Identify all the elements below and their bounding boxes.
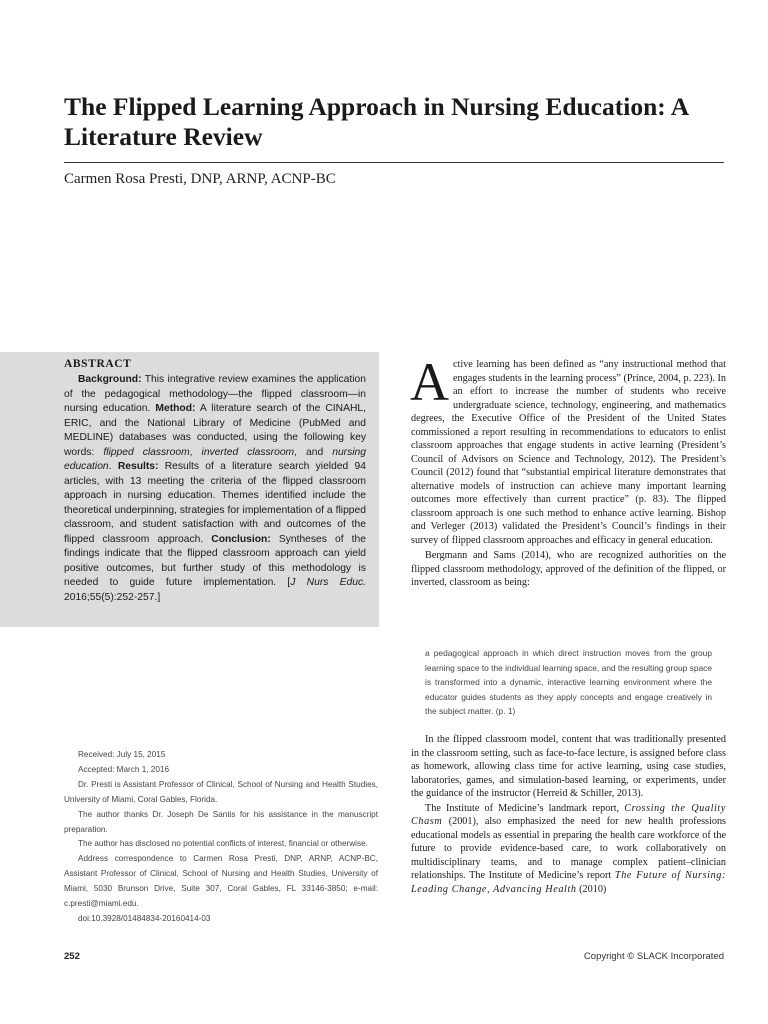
accepted-date: Accepted: March 1, 2016 — [78, 764, 170, 774]
paragraph-3: In the flipped classroom model, content that was traditionally presented in the classroom setting, such as face-to-face lecture, is assigned before class as homework, allowing class time for active learning, using case studies, laboratories, games, and simulation-based learning, or experiments, under the guidance of the instructor (Herreid & Schiller, 2013). — [411, 734, 726, 799]
paragraph-4 — [411, 802, 726, 897]
doi: doi:10.3928/01484834-20160414-03 — [78, 913, 211, 923]
article-notes — [64, 748, 378, 927]
report-title-italic: The Future of Nursing: Leading Change, Advancing Health — [411, 870, 726, 895]
disclosure: The author has disclosed no potential conflicts of interest, financial or otherwise. — [78, 839, 368, 849]
method-label: Method: — [155, 403, 196, 414]
abstract-body — [64, 373, 366, 605]
report-title-italic: Crossing the Quality Chasm — [411, 802, 726, 827]
correspondence: Address correspondence to Carmen Rosa Presti, DNP, ARNP, ACNP-BC, Assistant Professor of Clinical, School of Nursing and Health Studies, University of Miami, 5030 Brunson Drive, Suite 307, Coral Gables, FL 33146-3850; e-mail: c.presti@miami.edu. — [64, 854, 378, 909]
citation-rest: 2016;55(5):252-257.] — [64, 591, 161, 603]
author-line: Carmen Rosa Presti, DNP, ARNP, ACNP-BC — [64, 171, 336, 187]
keyword: nursing education — [64, 446, 366, 472]
conclusion-label: Conclusion: — [211, 533, 271, 545]
keyword-separator: , — [189, 446, 202, 458]
article-title: The Flipped Learning Approach in Nursing Education: A Literature Review — [64, 92, 688, 151]
method-text: A literature search of the CINAHL, ERIC, and the National Library of Medicine (PubMed and MEDLINE) databases was conducted, using the following key words: — [64, 403, 366, 458]
citation-journal: J Nurs Educ. — [290, 577, 366, 588]
keyword: inverted classroom — [201, 446, 295, 458]
paragraph-4-text: The Institute of Medicine’s landmark report, — [425, 802, 625, 814]
received-date: Received: July 15, 2015 — [78, 750, 166, 759]
copyright-notice: Copyright © SLACK Incorporated — [583, 951, 724, 962]
keyword: flipped classroom — [103, 446, 190, 458]
paragraph-4-text: (2010) — [576, 883, 607, 895]
keyword-separator: . — [108, 461, 118, 472]
background-text: This integrative review examines the application of the pedagogical methodology—the flipped classroom—in nursing education. — [64, 374, 366, 414]
keyword-separator: , and — [294, 446, 333, 458]
background-label: Background: — [78, 374, 142, 385]
acknowledgment: The author thanks Dr. Joseph De Santis for his assistance in the manuscript preparation. — [64, 809, 378, 834]
drop-cap: A — [410, 352, 449, 412]
results-text: Results of a literature search yielded 94 articles, with 13 meeting the criteria of the flipped classroom approach in nursing education. Themes identified include the theoretical underpinning, strategies for implementation of a flipped classroom, and student satisfaction with and outcomes of the flipped classroom approach. — [64, 461, 366, 545]
paragraph-1 — [410, 352, 726, 547]
paragraph-4-text: (2001), also emphasized the need for new health professions educational models as essential in preparing the health care workforce of the future to provide evidence-based care, to work collaboratively on multidisciplinary teams, and to manage complex patient–clinician relationships. The Institute of Medicine’s report — [411, 816, 726, 881]
paragraph-2: Bergmann and Sams (2014), who are recognized authorities on the flipped classroom methodology, approved of the definition of the flipped, or inverted, classroom as being: — [411, 550, 726, 588]
abstract-heading: ABSTRACT — [64, 358, 132, 370]
block-quote: a pedagogical approach in which direct instruction moves from the group learning space to the individual learning space, and the resulting group space is transformed into a dynamic, interactive learning environment where the educator guides students as they apply concepts and engage creatively in the subject matter. (p. 1) — [425, 648, 712, 717]
author-affiliation: Dr. Presti is Assistant Professor of Clinical, School of Nursing and Health Studies, University of Miami, Coral Gables, Florida. — [64, 779, 378, 804]
conclusion-text: Syntheses of the findings indicate that the flipped classroom approach can yield positive outcomes, but further study of this methodology is needed to guide future implementation. [ — [64, 533, 366, 588]
body-column-part-2 — [411, 733, 726, 896]
title-rule — [64, 162, 724, 163]
paragraph-1-text: ctive learning has been defined as “any instructional method that engages students in the learning process” (Prince, 2004, p. 223). In an effort to increase the number of students who receive undergraduate science, technology, engineering, and mathematics degrees, the Executive Office of the President of the United States commissioned a report resulting in recommendations to educators to enlist classroom approaches that engage students in active learning (President’s Council of Advisors on Science and Technology, 2012). The President’s Council (2012) found that “substantial empirical literature demonstrates that alternative models of instruction can achieve many important learning outcomes more effectively than current practice” (p. 83). The flipped classroom approach is one such method to enhance active learning. Bishop and Verleger (2013) validated the President’s Council’s findings in their survey of flipped classroom approaches and efficacy in general education. — [411, 359, 726, 546]
body-column-part-1 — [410, 352, 726, 590]
results-label: Results: — [117, 461, 159, 472]
page-number: 252 — [64, 951, 80, 962]
